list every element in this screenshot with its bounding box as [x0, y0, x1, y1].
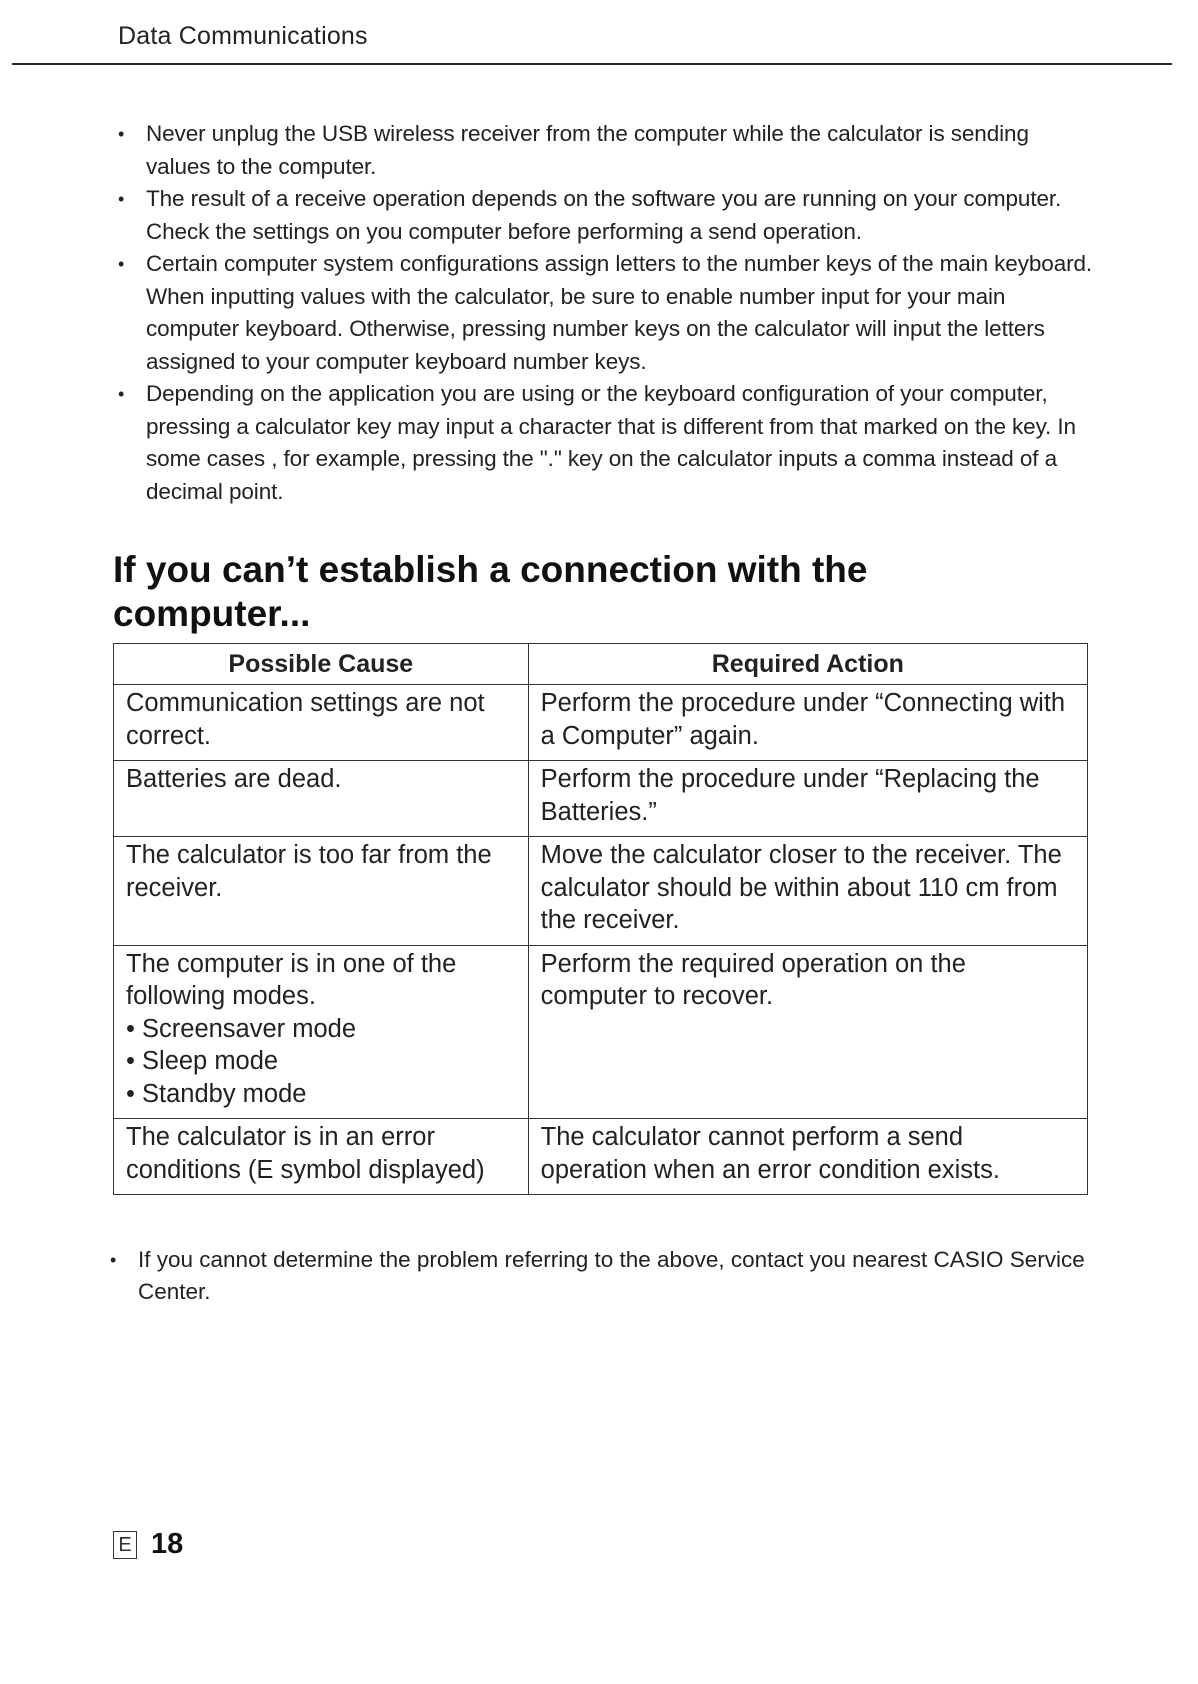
- footnote-text: If you cannot determine the problem referring to the above, contact you nearest CASIO Service Center.: [138, 1247, 1085, 1304]
- table-row: [114, 1119, 1088, 1195]
- note-text: The result of a receive operation depends on the software you are running on your computer. Check the settings on you computer before performing a send operation.: [146, 186, 1062, 244]
- header-rule: [12, 63, 1172, 65]
- action-cell: Perform the procedure under “Replacing the Batteries.”: [528, 761, 1087, 837]
- action-cell: The calculator cannot perform a send operation when an error condition exists.: [528, 1119, 1087, 1195]
- note-item: [118, 183, 1098, 248]
- section-heading: If you can’t establish a connection with the computer...: [113, 549, 868, 634]
- note-item: [118, 118, 1098, 183]
- table-row: [114, 945, 1088, 1119]
- column-header-cause: Possible Cause: [114, 644, 529, 685]
- bullet-icon: •: [118, 189, 125, 209]
- note-text: Depending on the application you are using or the keyboard configuration of your computer, pressing a calculator key may input a character that is different from that marked on the key. In some cases , for example, pressing the "." key on the calculator inputs a comma instead of a decimal point.: [146, 381, 1076, 504]
- action-cell: Perform the required operation on the computer to recover.: [528, 945, 1087, 1119]
- page-footer: [113, 1528, 183, 1561]
- footnote-list: [110, 1244, 1100, 1308]
- notes-list: [118, 118, 1098, 508]
- table-row: [114, 837, 1088, 946]
- bullet-icon: •: [110, 1250, 117, 1270]
- note-item: [118, 248, 1098, 378]
- bullet-icon: •: [118, 254, 125, 274]
- page-number: 18: [151, 1528, 184, 1560]
- note-text: Never unplug the USB wireless receiver from the computer while the calculator is sending values to the computer.: [146, 121, 1029, 179]
- action-cell: Perform the procedure under “Connecting with a Computer” again.: [528, 685, 1087, 761]
- table-row: [114, 761, 1088, 837]
- language-e-icon: E: [113, 1531, 137, 1559]
- troubleshooting-table: [113, 643, 1088, 1195]
- mode-list: [126, 1013, 516, 1111]
- cause-cell: The calculator is too far from the receiver.: [114, 837, 529, 946]
- mode-item: • Standby mode: [126, 1078, 516, 1111]
- running-header-title: Data Communications: [118, 22, 368, 50]
- cause-cell: [114, 945, 529, 1119]
- footnote-item: [110, 1244, 1100, 1308]
- mode-item: • Sleep mode: [126, 1045, 516, 1078]
- note-text: Certain computer system configurations assign letters to the number keys of the main keyboard. When inputting values with the calculator, be sure to enable number input for your main computer keyboard. Otherwise, pressing number keys on the calculator will input the letters assigned to your computer keyboard number keys.: [146, 251, 1093, 374]
- note-item: [118, 378, 1098, 508]
- cause-cell: The calculator is in an error conditions (E symbol displayed): [114, 1119, 529, 1195]
- cause-cell: Batteries are dead.: [114, 761, 529, 837]
- table-header-row: [114, 644, 1088, 685]
- cause-cell: Communication settings are not correct.: [114, 685, 529, 761]
- column-header-action: Required Action: [528, 644, 1087, 685]
- bullet-icon: •: [118, 384, 125, 404]
- table-row: [114, 685, 1088, 761]
- action-cell: Move the calculator closer to the receiver. The calculator should be within about 110 cm from the receiver.: [528, 837, 1087, 946]
- mode-item: • Screensaver mode: [126, 1013, 516, 1046]
- bullet-icon: •: [118, 124, 125, 144]
- cause-text: The computer is in one of the following modes.: [126, 949, 457, 1010]
